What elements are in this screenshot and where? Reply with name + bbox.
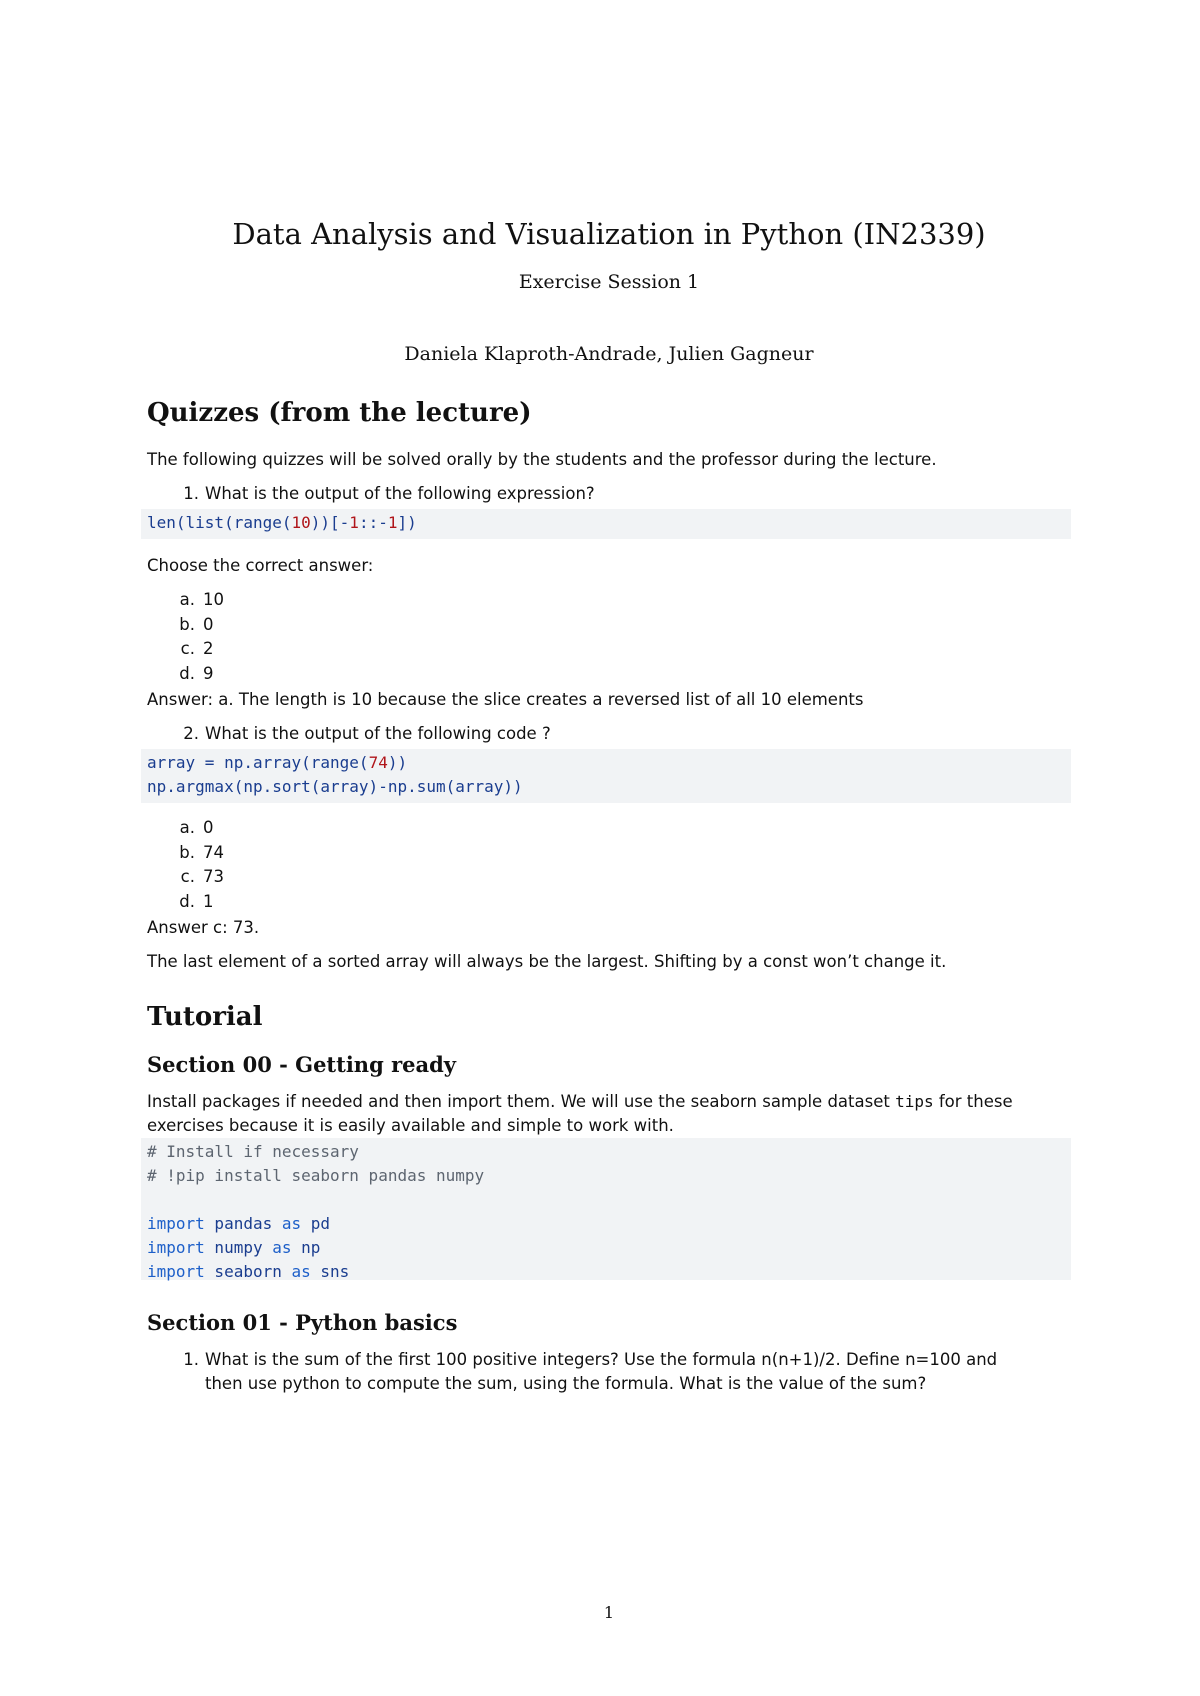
quiz-2-code-block [141,749,1071,803]
quiz-2-answer: Answer c: 73. [147,918,260,937]
quiz-1-options [169,588,224,686]
quiz-2-question [175,722,551,746]
quiz-1-code: len(list(range(10))[-1::-1]) [147,513,417,532]
quiz-2-code-line: array = np.array(range(74)) [147,753,408,772]
document-page [147,0,1071,1696]
code-import: import numpy as np [147,1238,321,1257]
document-authors: Daniela Klaproth-Andrade, Julien Gagneur [404,343,814,365]
section-00-text: Install packages if needed and then import them. We will use the seaborn sample dataset tips for these exercises because it is easily available and simple to work with. [147,1092,1013,1135]
quiz-1-code-block [141,509,1071,539]
section-01-item-1 [175,1348,1071,1396]
quiz-2-number: 2. [183,724,199,743]
quiz-1-option: d. 9 [179,663,214,683]
section-01-heading: Section 01 - Python basics [147,1310,458,1335]
code-import: import seaborn as sns [147,1262,350,1281]
quiz-1-question [175,482,595,506]
quiz-1-option: c. 2 [180,639,214,658]
quiz-2-option: a. 0 [179,818,214,837]
quiz-1-choose: Choose the correct answer: [147,556,374,575]
section-00-code-block [141,1138,1071,1280]
quiz-2-explanation: The last element of a sorted array will always be the largest. Shifting by a const won’t change it. [147,952,947,971]
dataset-name: tips [895,1092,934,1111]
quiz-2-option: d. 1 [179,891,214,911]
section-00-heading: Section 00 - Getting ready [147,1052,456,1077]
quizzes-intro: The following quizzes will be solved orally by the students and the professor during the lecture. [147,450,937,469]
quiz-1-answer: Answer: a. The length is 10 because the slice creates a reversed list of all 10 elements [147,690,864,709]
section-01-item-text-cont: then use python to compute the sum, using the formula. What is the value of the sum? [205,1374,927,1393]
section-01-item-text: What is the sum of the first 100 positive integers? Use the formula n(n+1)/2. Define n=100 and [205,1350,998,1369]
quizzes-heading: Quizzes (from the lecture) [147,398,532,428]
code-comment: # Install if necessary [147,1142,359,1161]
section-01-item-number: 1. [183,1350,199,1369]
quiz-1-number: 1. [183,484,199,503]
quiz-2-options [169,816,224,914]
code-import: import pandas as pd [147,1214,331,1233]
tutorial-heading: Tutorial [147,1002,263,1032]
code-comment: # !pip install seaborn pandas numpy [147,1166,485,1185]
quiz-2-text: What is the output of the following code ? [205,724,551,743]
document-title: Data Analysis and Visualization in Python (IN2339) [232,217,986,251]
quiz-1-option: a. 10 [179,590,224,609]
quiz-1-text: What is the output of the following expression? [205,484,595,503]
quiz-1-option: b. 0 [179,614,214,634]
page-number: 1 [603,1603,615,1622]
code-blank-line [147,1188,1065,1212]
quiz-2-option: c. 73 [180,867,224,886]
document-subtitle: Exercise Session 1 [518,271,700,293]
quiz-2-option: b. 74 [179,842,224,862]
quiz-2-code-line: np.argmax(np.sort(array)-np.sum(array)) [147,777,523,796]
